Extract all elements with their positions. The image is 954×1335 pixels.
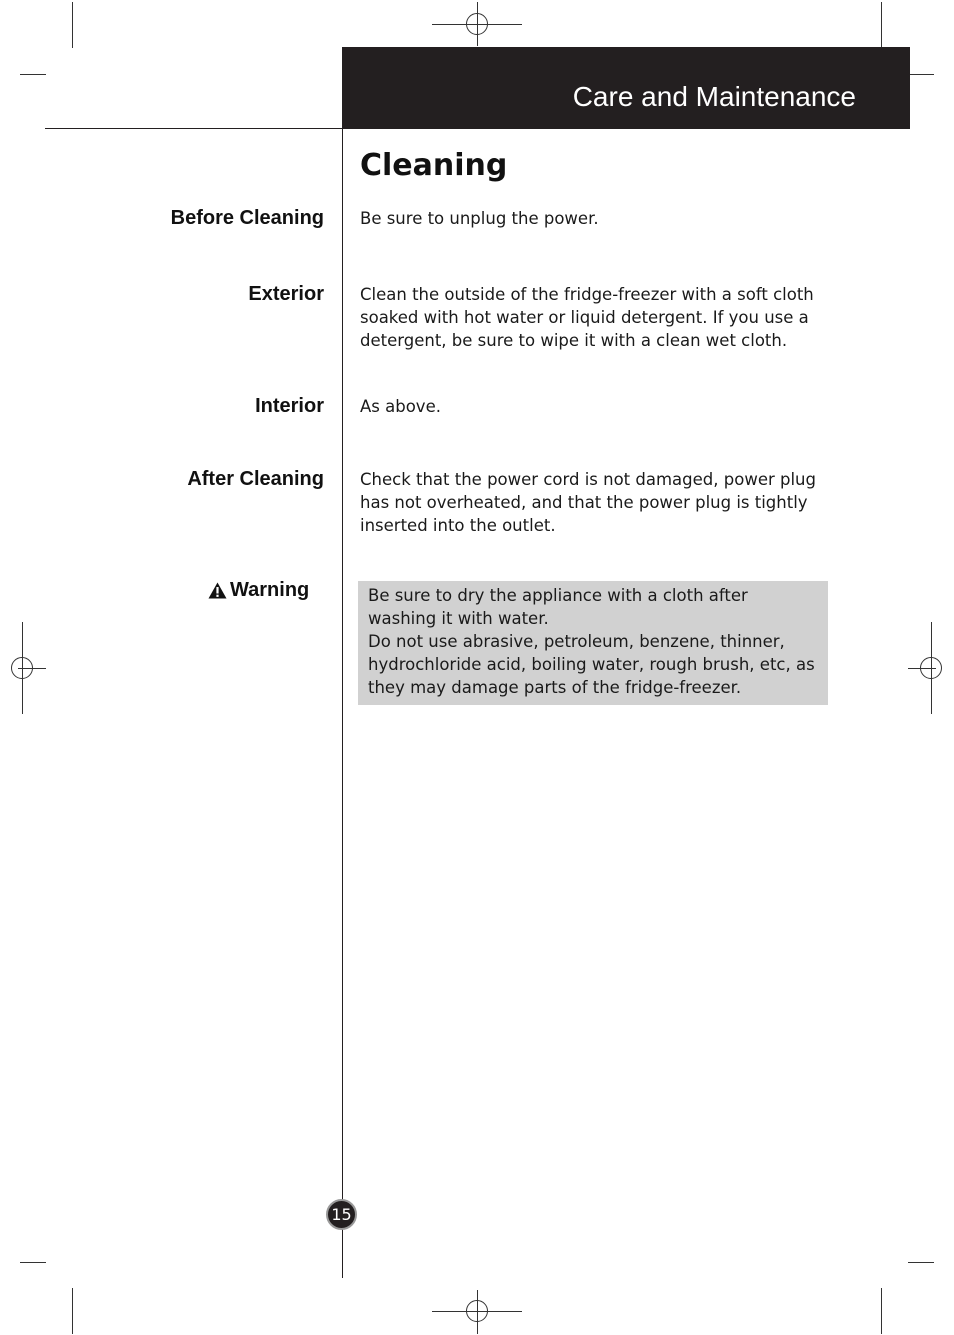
section-text-interior: As above. [360, 397, 441, 416]
section-text-before-cleaning: Be sure to unplug the power. [360, 209, 599, 228]
section-label-before-cleaning: Before Cleaning [170, 207, 324, 229]
warning-label-text: Warning [230, 579, 310, 601]
section-text-exterior: Clean the outside of the fridge-freezer with a soft cloth soaked with hot water or liquid detergent. If you use a detergent, be sure to wipe it with a clean wet cloth. [360, 285, 814, 350]
warning-line-1: Be sure to dry the appliance with a cloth after washing it with water. [368, 586, 748, 628]
header-rule [45, 128, 343, 129]
warning-box [358, 581, 828, 705]
header-bar [342, 47, 910, 129]
page-number: 15 [326, 1199, 357, 1230]
section-text-after-cleaning: Check that the power cord is not damaged, power plug has not overheated, and that the power plug is tightly inserted into the outlet. [360, 470, 816, 535]
section-label-exterior: Exterior [248, 283, 324, 305]
section-label-after-cleaning: After Cleaning [187, 468, 324, 490]
warning-label [208, 579, 309, 602]
header-title: Care and Maintenance [572, 81, 856, 112]
warning-triangle-icon [208, 582, 227, 599]
warning-line-2: Do not use abrasive, petroleum, benzene, thinner, hydrochloride acid, boiling water, rough brush, etc, as they may damage parts of the fridge-freezer. [368, 632, 815, 697]
column-divider [342, 128, 343, 1278]
section-label-interior: Interior [255, 395, 324, 417]
page-title: Cleaning [360, 148, 508, 183]
